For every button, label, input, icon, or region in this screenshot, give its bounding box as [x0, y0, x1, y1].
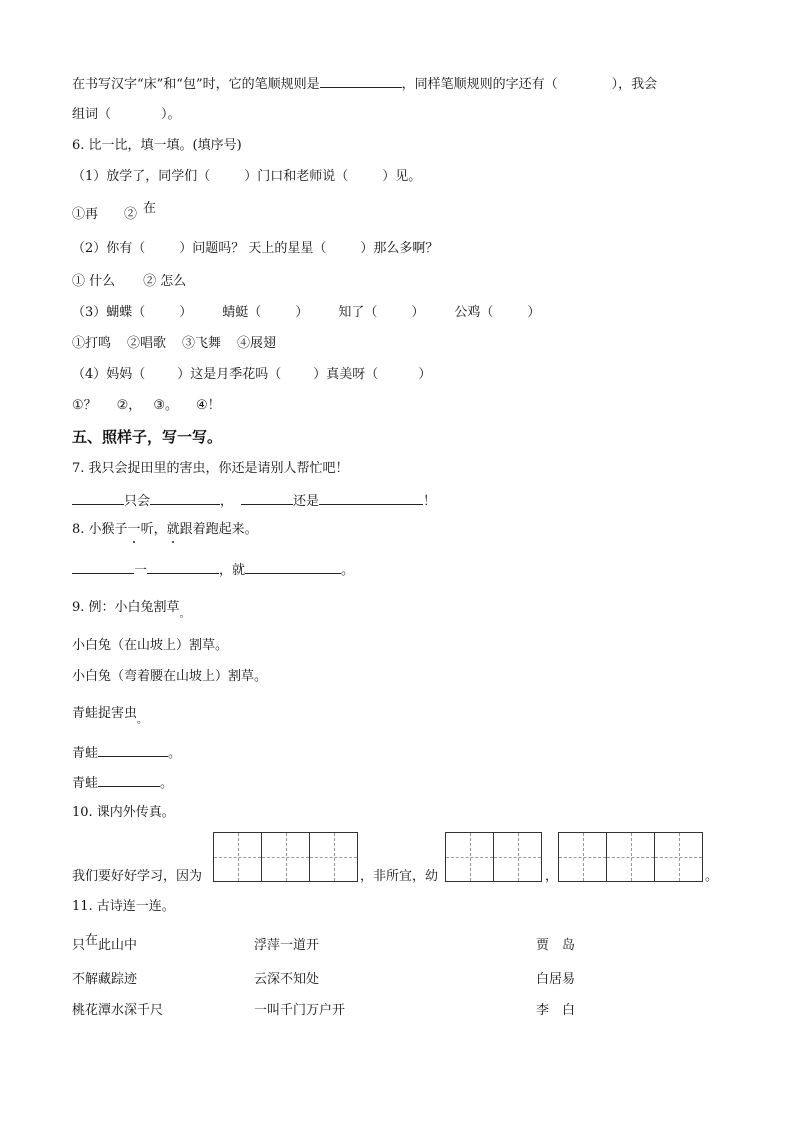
grid-cell[interactable]	[262, 833, 310, 881]
q5-line2	[72, 106, 181, 124]
q6-o3-b: ②唱歌	[127, 336, 167, 351]
q6-o4-b: ②，	[116, 398, 142, 413]
q5-text-a: 在书写汉字“床”和“包”时，它的笔顺规则是	[72, 77, 320, 92]
q10-grid-1[interactable]	[213, 832, 358, 882]
q9-line4	[72, 743, 181, 763]
q5-line1	[72, 74, 657, 94]
q11-col2-item-1[interactable]: 浮萍一道开	[254, 938, 320, 953]
q11-col2-item-3[interactable]: 一叫千门万户开	[254, 1003, 346, 1018]
q6-o4-a: ①？	[72, 398, 97, 413]
q6-s4-b: ）这是月季花吗（	[177, 367, 282, 382]
q6-s3-a: （3）蝴蝶（	[72, 305, 146, 320]
q8-blank3[interactable]	[245, 560, 341, 574]
q7-answer-line	[72, 491, 436, 511]
grid-cell[interactable]	[214, 833, 262, 881]
q6-o4-d: ④！	[195, 398, 221, 413]
q6-title: 6. 比一比，填一填。(填序号)	[72, 138, 242, 153]
q6-options-1	[72, 201, 157, 224]
q11-col1-item-2[interactable]: 不解藏踪迹	[72, 972, 138, 987]
q9-line3	[72, 705, 147, 724]
q5-text-e: ）。	[161, 107, 181, 122]
q8-text-1: 8. 小猴子	[72, 522, 128, 537]
q9-example-text: 9. 例：小白兔割草	[72, 600, 180, 615]
q5-text-b: ，同样笔顺规则的字还有（	[401, 77, 558, 92]
q10-text-b: ，非所宜，幼	[360, 869, 439, 884]
q8-answer-line	[72, 560, 354, 580]
grid-cell[interactable]	[310, 833, 358, 881]
q6-s1-b: ）门口和老师说（	[244, 169, 349, 184]
q6-s4-c: ）真美呀（	[313, 367, 379, 382]
q6-o3-a: ①打鸣	[72, 336, 112, 351]
q9-line3-text: 青蛙捉害虫	[72, 706, 138, 721]
q6-options-2	[72, 273, 186, 291]
q10-title: 10. 课内外传真。	[72, 805, 175, 820]
grid-cell[interactable]	[655, 833, 703, 881]
q6-sentence-2	[72, 240, 438, 258]
q7-blank2[interactable]	[150, 491, 220, 505]
q7-text-4: ！	[423, 494, 437, 509]
q8-text-4: 就	[166, 522, 180, 537]
q9-line4-end: 。	[168, 746, 182, 761]
q11-col3-item-2[interactable]: 白居易	[536, 972, 576, 987]
q10-text-c: ，	[545, 869, 559, 884]
q9-blank2[interactable]	[98, 773, 160, 787]
q9-line5	[72, 773, 173, 793]
q5-blank-rule[interactable]	[320, 74, 402, 88]
q5-text-c: ），我会	[611, 77, 658, 92]
q10-grid-3[interactable]	[558, 832, 703, 882]
q11-c1-pre: 只	[72, 938, 86, 953]
q6-o1-a: ①再	[72, 207, 99, 222]
q8-prompt	[72, 521, 258, 539]
q6-s2-b: ）问题吗？ 天上的星星（	[179, 241, 327, 256]
q9-line2: 小白兔（弯着腰在山坡上）割草。	[72, 669, 268, 684]
q6-s3-h: ）	[527, 305, 541, 320]
q8-text-2: 一	[127, 522, 141, 537]
q11-col3-item-1[interactable]: 贾 岛	[536, 938, 576, 953]
q6-options-3	[72, 335, 276, 353]
q11-col1-item-3[interactable]: 桃花潭水深千尺	[72, 1003, 164, 1018]
q6-options-4	[72, 397, 221, 415]
q9-example	[72, 599, 190, 618]
q7-text-2: ，	[220, 494, 234, 509]
q8-text-b3: 。	[341, 563, 355, 578]
q8-blank2[interactable]	[147, 560, 219, 574]
q11-c1-sup: 在	[85, 933, 99, 948]
q7-text-1: 只会	[124, 494, 151, 509]
q11-col2-item-2[interactable]: 云深不知处	[254, 972, 320, 987]
q6-o3-c: ③飞舞	[182, 336, 222, 351]
q6-o1-c: 在	[143, 201, 157, 216]
q6-sentence-1	[72, 168, 421, 186]
q9-line5-text: 青蛙	[72, 776, 99, 791]
q6-s4-d: ）	[418, 367, 432, 382]
q6-s3-f: ）	[411, 305, 425, 320]
q9-line3-dot: 。	[137, 715, 148, 726]
q6-s3-g: 公鸡（	[454, 305, 494, 320]
q9-line5-end: 。	[160, 776, 174, 791]
q9-example-dot: 。	[179, 609, 190, 620]
q11-c1-post: 此山中	[98, 938, 138, 953]
q11-col1-item-1[interactable]	[72, 933, 138, 955]
grid-cell[interactable]	[446, 833, 494, 881]
q7-blank4[interactable]	[319, 491, 423, 505]
q6-sentence-4	[72, 366, 431, 384]
grid-cell[interactable]	[494, 833, 542, 881]
q7-blank3[interactable]	[241, 491, 293, 505]
q6-s3-c: 蜻蜓（	[222, 305, 262, 320]
q9-blank1[interactable]	[98, 743, 168, 757]
q8-blank1[interactable]	[72, 560, 134, 574]
q7-text-3: 还是	[293, 494, 320, 509]
q6-s3-d: ）	[295, 305, 309, 320]
q5-text-d: 组词（	[72, 107, 112, 122]
q8-text-5: 跟着跑起来。	[179, 522, 258, 537]
q6-s1-c: ）见。	[382, 169, 422, 184]
q8-text-3: 听，	[140, 522, 167, 537]
q6-o4-c: ③。	[153, 398, 178, 413]
q10-grid-2[interactable]	[445, 832, 542, 882]
grid-cell[interactable]	[607, 833, 655, 881]
q6-s4-a: （4）妈妈（	[72, 367, 146, 382]
q9-line4-text: 青蛙	[72, 746, 99, 761]
section5-heading: 五、照样子，写一写。	[72, 428, 223, 446]
q6-o2-b: ② 怎么	[143, 274, 187, 289]
q7-prompt: 7. 我只会捉田里的害虫，你还是请别人帮忙吧！	[72, 461, 349, 476]
q11-col3-item-3[interactable]: 李 白	[536, 1003, 576, 1018]
q7-blank1[interactable]	[72, 491, 124, 505]
grid-cell[interactable]	[559, 833, 607, 881]
q6-o2-a: ① 什么	[72, 274, 116, 289]
q6-s3-e: 知了（	[338, 305, 378, 320]
q8-text-b2: ，就	[219, 563, 246, 578]
q9-line1: 小白兔（在山坡上）割草。	[72, 638, 229, 653]
q6-o3-d: ④展翅	[237, 336, 277, 351]
q6-o1-b: ②	[124, 207, 138, 222]
q6-s2-c: ）那么多啊？	[360, 241, 439, 256]
q6-s2-a: （2）你有（	[72, 241, 146, 256]
q6-sentence-3	[72, 304, 540, 322]
q6-s3-b: ）	[179, 305, 193, 320]
q6-s1-a: （1）放学了，同学们（	[72, 169, 211, 184]
q8-text-b1: 一	[134, 563, 148, 578]
q10-text-d: 。	[705, 869, 719, 884]
q11-title: 11. 古诗连一连。	[72, 899, 175, 914]
q10-text-a: 我们要好好学习，因为	[72, 869, 203, 884]
